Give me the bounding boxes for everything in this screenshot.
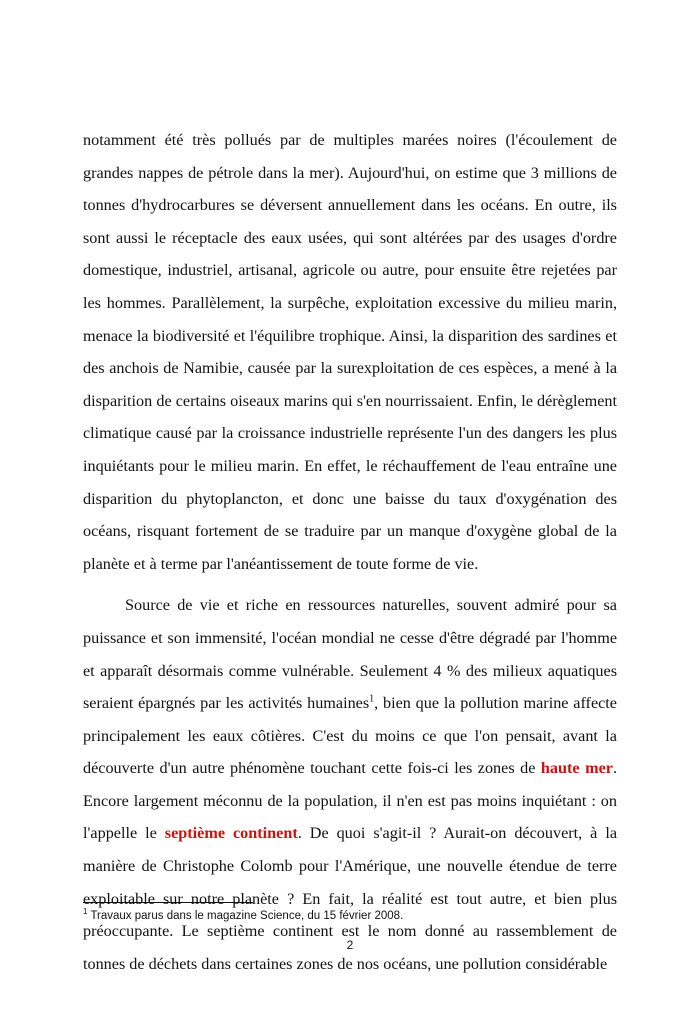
highlight-septieme-continent: septième continent — [164, 824, 298, 843]
page-number: 2 — [346, 938, 354, 952]
paragraph-2-text-b: , bien que la pollution marine affecte principalement les eaux côtières. C'est du moins ce que l'on pensait, avant la découverte d'un autre phénomène touchant cette fois-ci les zones de — [83, 694, 617, 778]
paragraph-1-text: notamment été très pollués par de multiples marées noires (l'écoulement de grandes nappes de pétrole dans la mer). Aujourd'hui, on estime que 3 millions de tonnes d'hydrocarbures se déversent annuellement dans les océans. En outre, ils sont aussi le réceptacle des eaux usées, qui sont altérées par des usages d'ordre domestique, industriel, artisanal, agricole ou autre, pour ensuite être rejetées par les hommes. Parallèlement, la surpêche, exploitation excessive du milieu marin, menace la biodiversité et l'équilibre trophique. Ainsi, la disparition des sardines et des anchois de Namibie, causée par la surexploitation de ces espèces, a mené à la disparition de certains oiseaux marins qui s'en nourrissaient. Enfin, le dérèglement climatique causé par la croissance industrielle représente l'un des dangers les plus inquiétants pour le milieu marin. En effet, le réchauffement de l'eau entraîne une disparition du phytoplancton, et donc une baisse du taux d'oxygénation des océans, risquant fortement de se traduire par un manque d'oxygène global de la planète et à terme par l'anéantissement de toute forme de vie. — [83, 131, 617, 573]
paragraph-2-text-c: . Encore largement méconnu de la population, il n'en est pas moins inquiétant : on l'appelle le — [83, 759, 617, 843]
footnote-reference[interactable]: 1 — [369, 693, 375, 705]
body-text — [83, 124, 617, 980]
highlight-haute-mer: haute mer — [540, 759, 613, 778]
footnote — [83, 907, 404, 922]
paragraph-1 — [83, 124, 617, 580]
footnote-separator — [83, 902, 253, 903]
footnote-marker: 1 — [83, 907, 88, 917]
footnote-text: Travaux parus dans le magazine Science, du 15 février 2008. — [87, 910, 404, 922]
paragraph-2-text-d: . De quoi s'agit-il ? Aurait-on découvert, à la manière de Christophe Colomb pour l'Amérique, une nouvelle étendue de terre exploitable sur notre planète ? En fait, la réalité est tout autre, et bien plus préoccupante. Le septième continent est le nom donné au rassemblement de tonnes de déchets dans certaines zones de nos océans, une pollution considérable — [83, 824, 618, 973]
paragraph-2-text-a: Source de vie et riche en ressources naturelles, souvent admiré pour sa puissance et son immensité, l'océan mondial ne cesse d'être dégradé par l'homme et apparaît désormais comme vulnérable. Seulement 4 % des milieux aquatiques seraient épargnés par les activités humaines — [83, 596, 617, 713]
